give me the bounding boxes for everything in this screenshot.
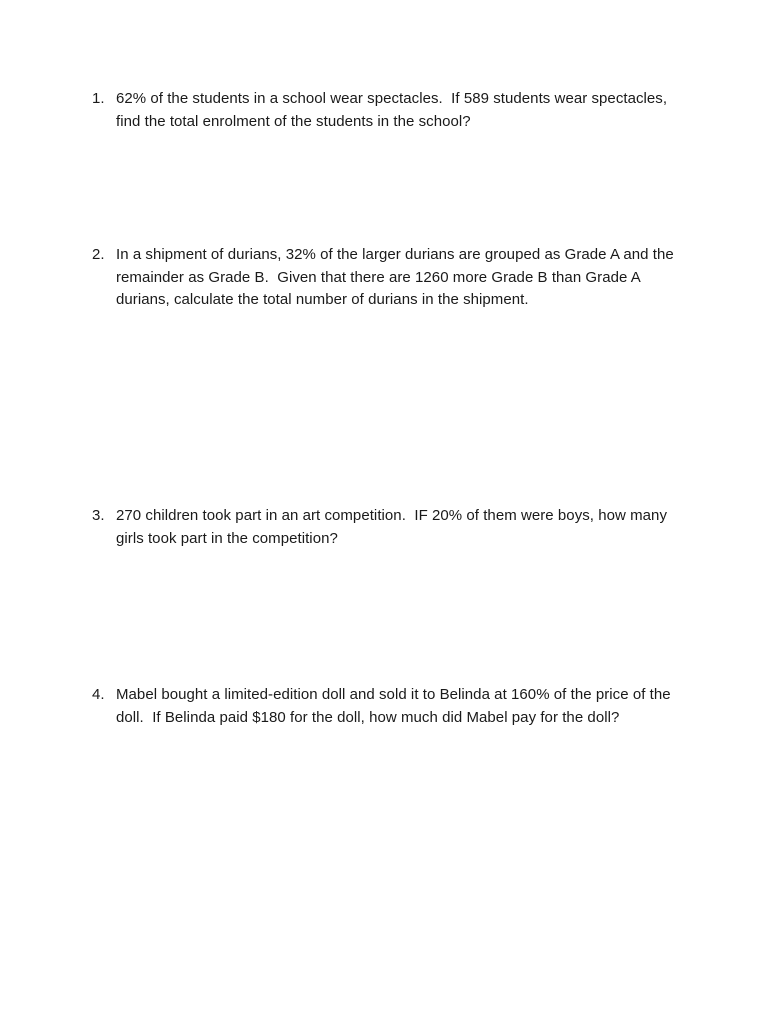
question-text: Mabel bought a limited-edition doll and sold it to Belinda at 160% of the price of the doll. If Belinda paid $180 for the doll, how much did Mabel pay for the doll?	[116, 686, 675, 726]
question-number: 3.	[92, 507, 105, 524]
question-item	[92, 684, 692, 729]
question-text: 62% of the students in a school wear spectacles. If 589 students wear spectacles, find the total enrolment of the students in the school?	[116, 90, 672, 130]
question-number: 2.	[92, 246, 105, 263]
question-item	[92, 88, 692, 133]
question-text: In a shipment of durians, 32% of the larger durians are grouped as Grade A and the remainder as Grade B. Given that there are 1260 more Grade B than Grade A durians, calculate the total number of durians in the shipment.	[116, 246, 679, 308]
question-item	[92, 505, 692, 550]
question-number: 4.	[92, 686, 105, 703]
question-number: 1.	[92, 90, 105, 107]
question-item	[92, 244, 692, 312]
question-text: 270 children took part in an art competition. IF 20% of them were boys, how many girls took part in the competition?	[116, 507, 672, 547]
